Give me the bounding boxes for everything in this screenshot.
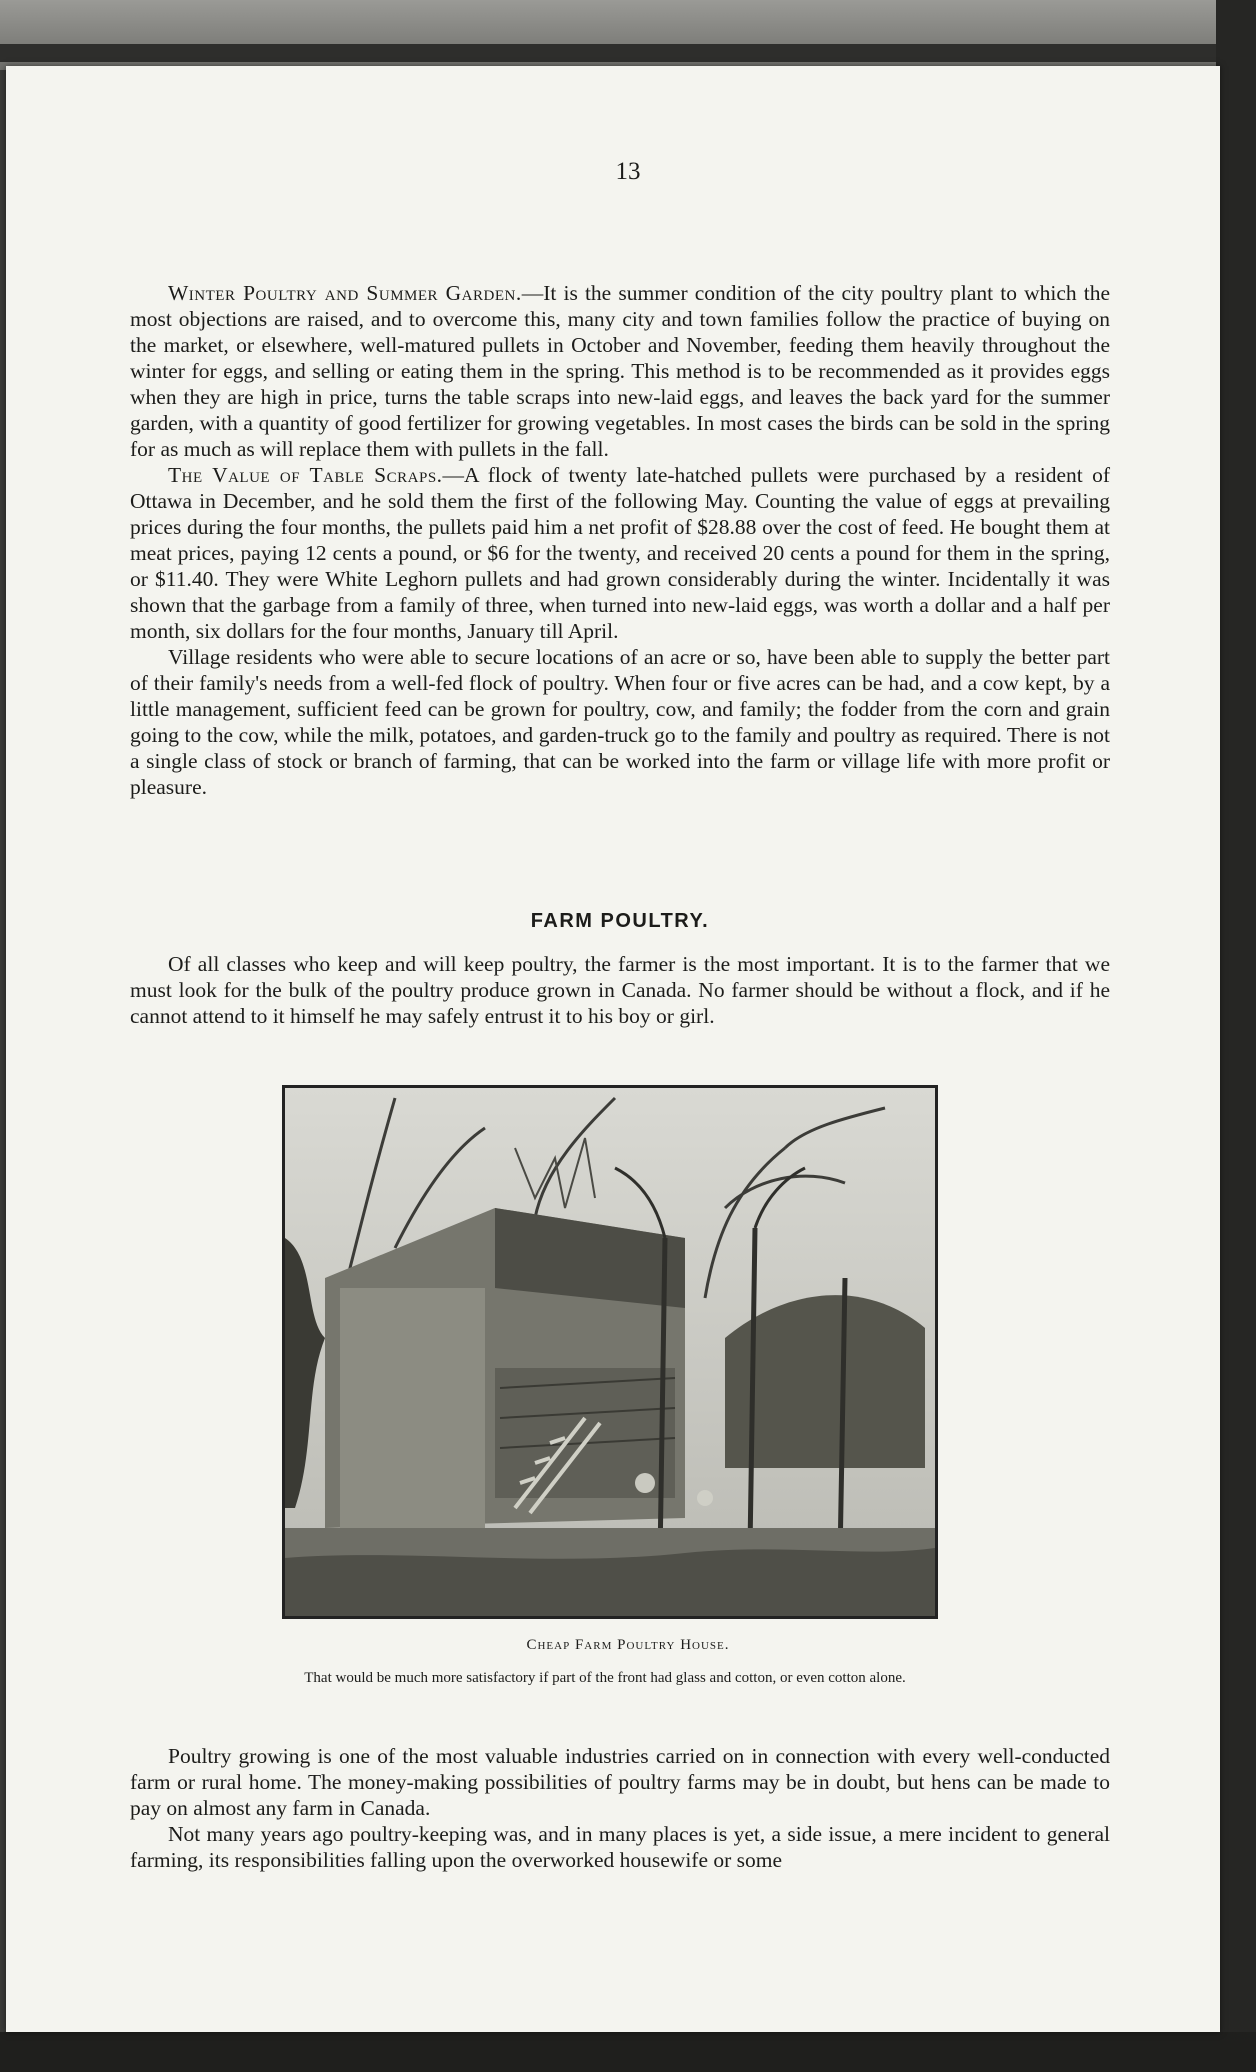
figure-caption-text: That would be much more satisfactory if part of the front had glass and cotton, or even cotton alone. bbox=[304, 1670, 906, 1686]
paragraph-farm-intro: Of all classes who keep and will keep poultry, the farmer is the most important. It is to the farmer that we must look for the bulk of the poultry produce grown in Canada. No farmer should be without a flock, and if he cannot attend to it himself he may safely entrust it to his boy or girl. bbox=[130, 952, 1110, 1028]
scan-bottom-border bbox=[0, 2032, 1256, 2072]
scan-right-border bbox=[1216, 0, 1256, 2072]
paragraph-winter-text: —It is the summer condition of the city poultry plant to which the most objections are raised, and to overcome this, many city and town families follow the practice of buying on the market, or elsewhere, well-matured pullets in October and November, feeding them heavily throughout the winter for eggs, and selling or eating them in the spring. This method is to be recommended as it provides eggs when they are high in price, turns the table scraps into new-laid eggs, and leaves the back yard for the summer garden, with a quantity of good fertilizer for growing vegetables. In most cases the birds can be sold in the spring for as much as will replace them with pullets in the fall. bbox=[130, 281, 1110, 461]
paragraph-side-issue: Not many years ago poultry-keeping was, and in many places is yet, a side issue, a mere incident to general farming, its responsibilities falling upon the overworked housewife or some bbox=[130, 1822, 1110, 1872]
run-in-heading-winter: Winter Poultry and Summer Garden. bbox=[168, 281, 522, 305]
text-block-top bbox=[130, 280, 1110, 800]
figure-caption-title: Cheap Farm Poultry House. bbox=[526, 1637, 730, 1653]
run-in-heading-scraps: The Value of Table Scraps. bbox=[168, 463, 443, 487]
paragraph-scraps-text: —A flock of twenty late-hatched pullets were purchased by a resident of Ottawa in December, and he sold them the first of the following May. Counting the value of eggs at prevailing prices during the four months, the pullets paid him a net profit of $28.88 over the cost of feed. He bought them at meat prices, paying 12 cents a pound, or $6 for the twenty, and received 20 cents a pound for them in the spring, or $11.40. They were White Leghorn pullets and had grown considerably during the winter. Incidentally it was shown that the garbage from a family of three, when turned into new-laid eggs, was worth a dollar and a half per month, six dollars for the four months, January till April. bbox=[130, 463, 1110, 643]
farm-poultry-house-photo bbox=[282, 1085, 938, 1619]
section-heading: FARM POULTRY. bbox=[530, 910, 710, 932]
paragraph-winter-poultry bbox=[130, 280, 1110, 462]
paragraph-village-residents: Village residents who were able to secure locations of an acre or so, have been able to supply the better part of their family's needs from a well-fed flock of poultry. When four or five acres can be had, and a cow kept, by a little management, sufficient feed can be grown for poultry, cow, and family; the fodder from the corn and grain going to the cow, while the milk, potatoes, and garden-truck go to the family and poultry as required. There is not a single class of stock or branch of farming, that can be worked into the farm or village life with more profit or pleasure. bbox=[130, 645, 1110, 799]
paragraph-table-scraps bbox=[130, 462, 1110, 644]
page-number: 13 bbox=[615, 158, 641, 185]
farm-section bbox=[130, 910, 1110, 1029]
text-block-bottom bbox=[130, 1743, 1110, 1873]
scan-top-border bbox=[0, 0, 1256, 70]
paragraph-poultry-growing: Poultry growing is one of the most valuable industries carried on in connection with every well-conducted farm or rural home. The money-making possibilities of poultry farms may be in doubt, but hens can be made to pay on almost any farm in Canada. bbox=[130, 1744, 1110, 1820]
